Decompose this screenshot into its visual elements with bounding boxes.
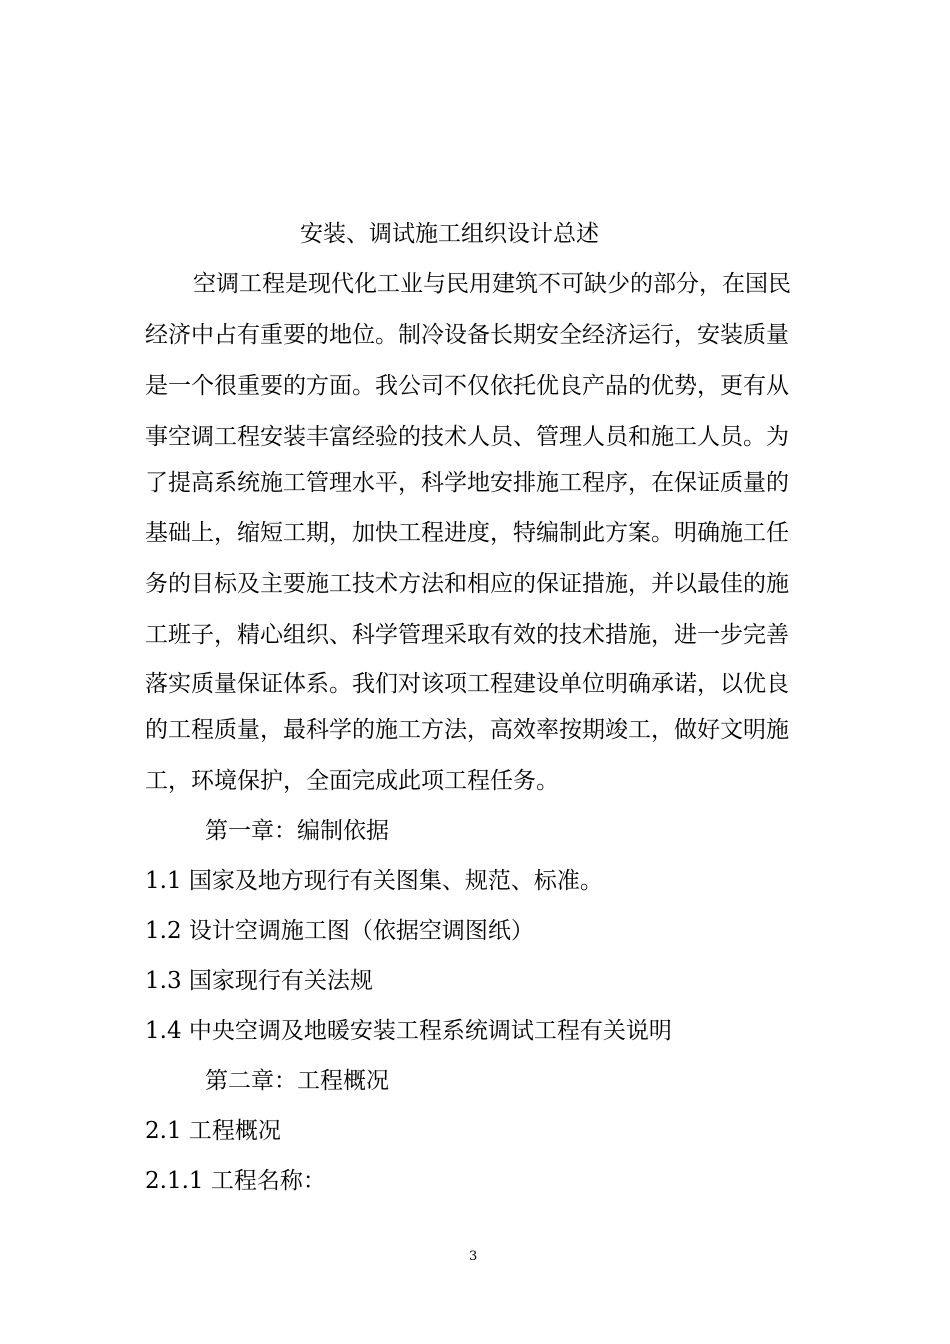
intro-line-7: 务的目标及主要施工技术方法和相应的保证措施，并以最佳的施 (145, 571, 789, 597)
document-title: 安装、调试施工组织设计总述 (300, 221, 599, 247)
chapter-1-item-2: 1.2 设计空调施工图（依据空调图纸） (145, 918, 534, 944)
chapter-1-item-4: 1.4 中央空调及地暖安装工程系统调试工程有关说明 (145, 1018, 672, 1044)
intro-line-2: 经济中占有重要的地位。制冷设备长期安全经济运行，安装质量 (145, 322, 789, 348)
chapter-1-heading: 第一章：编制依据 (205, 818, 389, 844)
intro-line-10: 的工程质量，最科学的施工方法，高效率按期竣工，做好文明施 (145, 717, 789, 743)
page-number: 3 (469, 1249, 478, 1264)
intro-line-1: 空调工程是现代化工业与民用建筑不可缺少的部分，在国民 (193, 271, 791, 297)
chapter-2-heading: 第二章：工程概况 (205, 1068, 389, 1094)
intro-line-5: 了提高系统施工管理水平，科学地安排施工程序，在保证质量的 (145, 470, 789, 496)
chapter-2-item-1: 2.1 工程概况 (145, 1118, 281, 1144)
intro-line-8: 工班子，精心组织、科学管理采取有效的技术措施，进一步完善 (145, 622, 789, 648)
intro-line-4: 事空调工程安装丰富经验的技术人员、管理人员和施工人员。为 (145, 424, 789, 450)
chapter-1-item-1: 1.1 国家及地方现行有关图集、规范、标准。 (145, 868, 603, 894)
intro-line-6: 基础上，缩短工期，加快工程进度，特编制此方案。明确施工任 (145, 520, 789, 546)
intro-line-11: 工，环境保护，全面完成此项工程任务。 (145, 768, 559, 794)
chapter-2-item-2: 2.1.1 工程名称： (145, 1168, 326, 1194)
intro-line-9: 落实质量保证体系。我们对该项工程建设单位明确承诺，以优良 (145, 671, 789, 697)
chapter-1-item-3: 1.3 国家现行有关法规 (145, 968, 373, 994)
intro-line-3: 是一个很重要的方面。我公司不仅依托优良产品的优势，更有从 (145, 373, 789, 399)
